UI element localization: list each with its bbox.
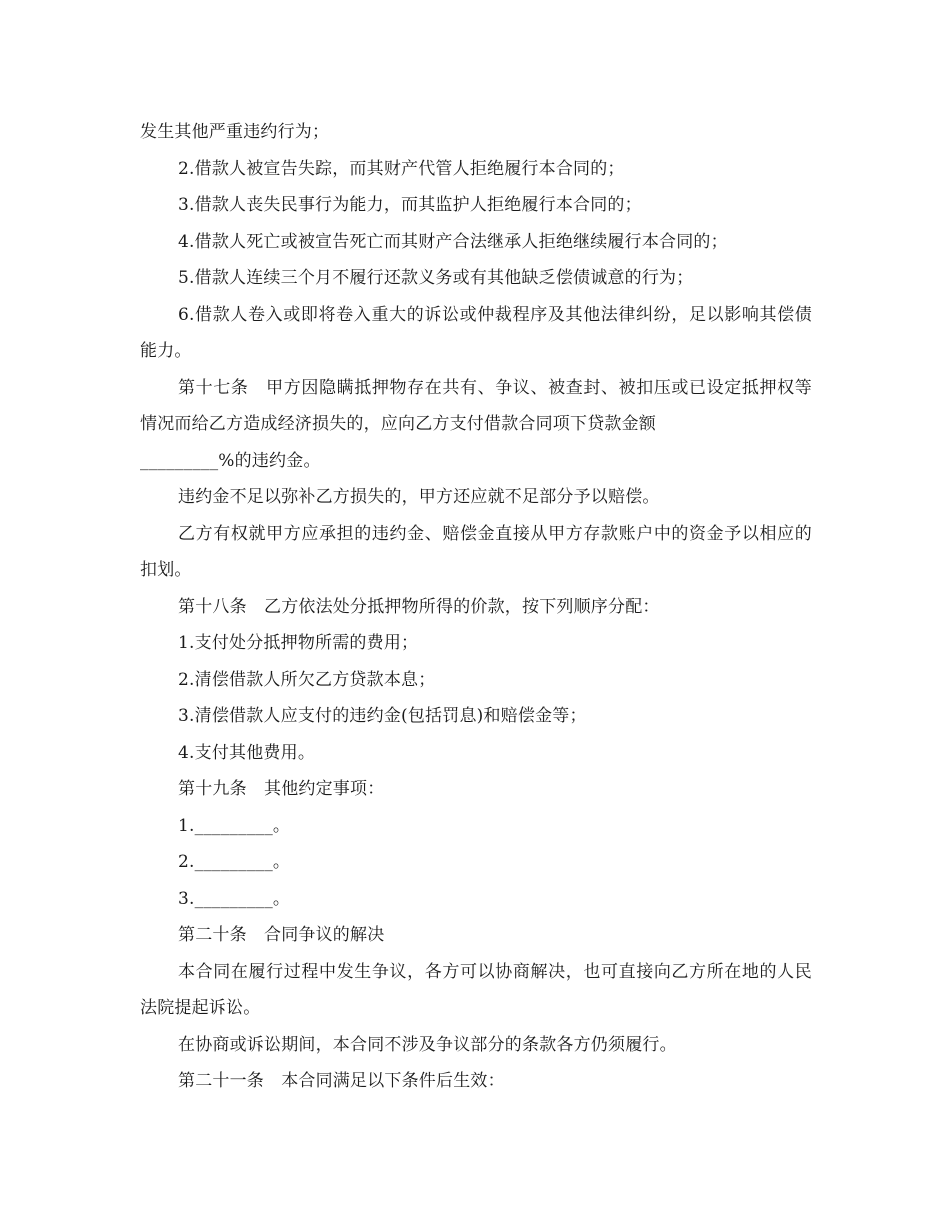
paragraph-compensation: 违约金不足以弥补乙方损失的，甲方还应就不足部分予以赔偿。 — [178, 487, 660, 507]
article-19-item-1: 1._________。 — [178, 815, 291, 836]
article-17: 第十七条 甲方因隐瞒抵押物存在共有、争议、被查封、被扣压或已设定抵押权等情况而给乙方造成经济损失的，应向乙方支付借款合同项下贷款金额 — [140, 377, 812, 434]
paragraph-item-4: 4.借款人死亡或被宣告死亡而其财产合法继承人拒绝继续履行本合同的； — [178, 231, 728, 252]
article-19-item-3: 3._________。 — [178, 888, 291, 909]
article-18-item-4: 4.支付其他费用。 — [178, 742, 316, 763]
article-20-during-dispute: 在协商或诉讼期间，本合同不涉及争议部分的条款各方仍须履行。 — [178, 1034, 677, 1055]
paragraph-clause-continuation: 发生其他严重违约行为； — [140, 122, 330, 142]
article-17-penalty-rate: _________%的违约金。 — [140, 450, 321, 471]
article-18-item-2: 2.清偿借款人所欠乙方贷款本息； — [178, 669, 436, 690]
paragraph-item-5: 5.借款人连续三个月不履行还款义务或有其他缺乏偿债诚意的行为； — [178, 268, 694, 288]
article-19-item-2: 2._________。 — [178, 852, 291, 872]
article-21: 第二十一条 本合同满足以下条件后生效： — [178, 1071, 505, 1091]
article-18-item-1: 1.支付处分抵押物所需的费用； — [178, 633, 419, 653]
paragraph-item-2: 2.借款人被宣告失踪，而其财产代管人拒绝履行本合同的； — [178, 158, 625, 179]
article-20-body: 本合同在履行过程中发生争议，各方可以协商解决，也可直接向乙方所在地的人民法院提起诉讼。 — [140, 961, 812, 1018]
paragraph-deduction-right: 乙方有权就甲方应承担的违约金、赔偿金直接从甲方存款账户中的资金予以相应的扣划。 — [140, 523, 812, 580]
paragraph-item-6: 6.借款人卷入或即将卷入重大的诉讼或仲裁程序及其他法律纠纷，足以影响其偿债能力。 — [140, 304, 812, 361]
article-20: 第二十条 合同争议的解决 — [178, 925, 385, 945]
article-18: 第十八条 乙方依法处分抵押物所得的价款，按下列顺序分配： — [178, 596, 660, 617]
paragraph-item-3: 3.借款人丧失民事行为能力，而其监护人拒绝履行本合同的； — [178, 195, 642, 215]
article-19: 第十九条 其他约定事项： — [178, 779, 385, 799]
article-18-item-3: 3.清偿借款人应支付的违约金(包括罚息)和赔偿金等； — [178, 706, 587, 726]
